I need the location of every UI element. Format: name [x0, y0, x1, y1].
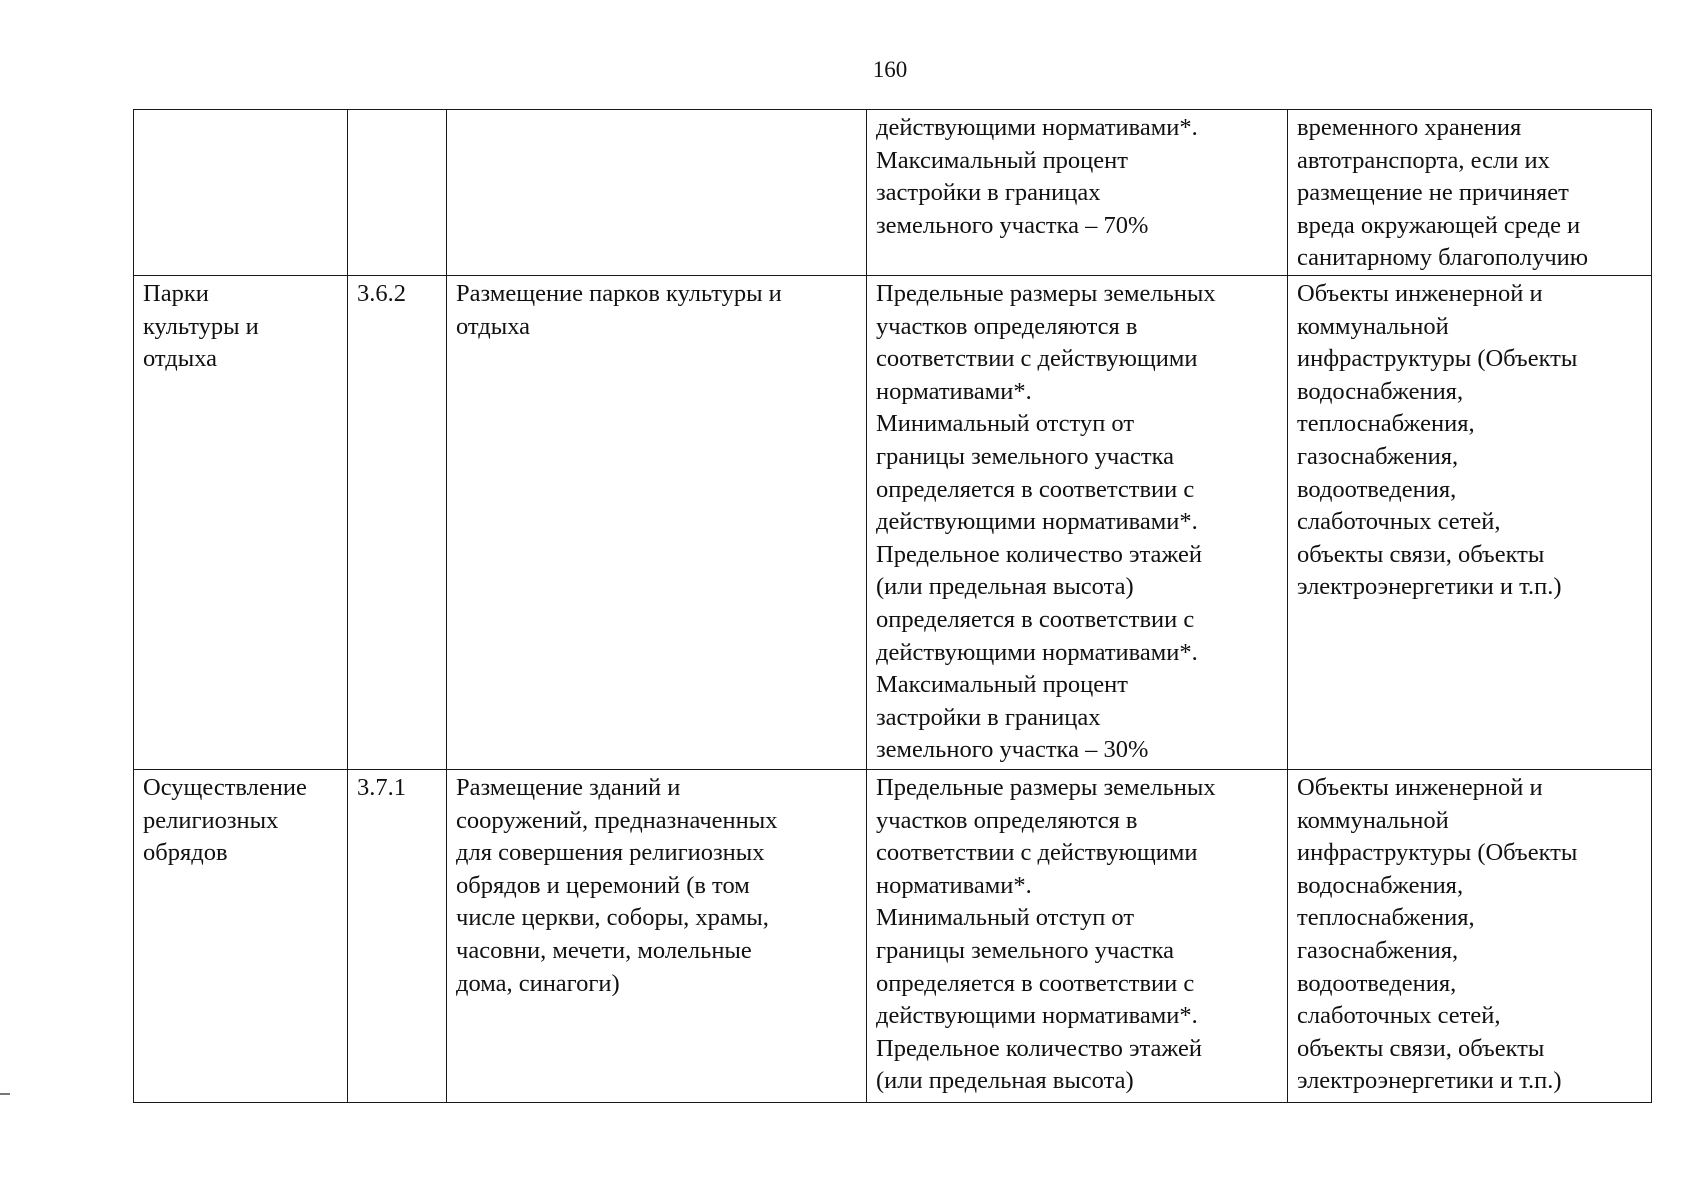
cell-text-line: культуры и: [143, 312, 259, 340]
cell-text-line: соответствии с действующими: [876, 839, 1198, 867]
cell-text-line: участков определяются в: [876, 806, 1138, 834]
cell-text-line: соответствии с действующими: [876, 345, 1198, 373]
cell-text-line: водоотведения,: [1297, 969, 1457, 997]
cell-text-line: водоотведения,: [1297, 475, 1457, 503]
table-row: [134, 110, 1652, 276]
cell-text-line: отдыха: [143, 345, 218, 373]
cell-text-line: инфраструктуры (Объекты: [1297, 839, 1578, 867]
cell-text-line: автотранспорта, если их: [1297, 146, 1550, 174]
cell-text-line: Минимальный отступ от: [876, 410, 1135, 438]
cell-text-line: застройки в границах: [876, 703, 1101, 731]
cell-text-line: объекты связи, объекты: [1297, 1034, 1545, 1062]
cell-text-line: электроэнергетики и т.п.): [1297, 573, 1562, 601]
cell-text-line: определяется в соответствии с: [876, 605, 1195, 633]
cell-text-line: инфраструктуры (Объекты: [1297, 345, 1578, 373]
cell-text-line: определяется в соответствии с: [876, 475, 1195, 503]
page-number: 160: [872, 57, 908, 82]
cell-text-line: Предельные размеры земельных: [876, 279, 1216, 307]
cell-text-line: коммунальной: [1297, 312, 1449, 340]
cell-text-line: Размещение парков культуры и: [456, 279, 782, 307]
cell-text-line: определяется в соответствии с: [876, 969, 1195, 997]
cell-text-line: Минимальный отступ от: [876, 904, 1135, 932]
cell-text-line: Осуществление: [143, 773, 307, 801]
cell-text-line: Предельное количество этажей: [876, 1034, 1202, 1062]
cell-text-line: числе церкви, соборы, храмы,: [456, 904, 769, 932]
cell-text-line: Объекты инженерной и: [1297, 773, 1543, 801]
cell-text-line: объекты связи, объекты: [1297, 540, 1545, 568]
cell-text-line: земельного участка – 70%: [876, 211, 1149, 239]
cell-text-line: Максимальный процент: [876, 671, 1128, 699]
cell-text-line: застройки в границах: [876, 179, 1101, 207]
cell-text-line: размещение не причиняет: [1297, 179, 1569, 207]
cell-text-line: дома, синагоги): [456, 969, 620, 997]
cell-parameters: [867, 275, 1288, 769]
cell-text-line: действующими нормативами*.: [876, 508, 1198, 536]
cell-auxiliary-uses: [1288, 275, 1652, 769]
scan-margin-mark: [0, 1093, 10, 1095]
cell-use-description: [447, 110, 867, 276]
cell-text-line: Парки: [143, 279, 209, 307]
cell-use-code: [348, 275, 447, 769]
cell-text-line: (или предельная высота): [876, 1067, 1134, 1095]
cell-text-line: вреда окружающей среде и: [1297, 211, 1581, 239]
cell-text-line: Размещение зданий и: [456, 773, 681, 801]
cell-use-description: [447, 769, 867, 1102]
cell-text-line: для совершения религиозных: [456, 839, 765, 867]
cell-text-line: отдыха: [456, 312, 531, 340]
cell-text-line: границы земельного участка: [876, 936, 1175, 964]
cell-text-line: Предельное количество этажей: [876, 540, 1202, 568]
cell-text-line: временного хранения: [1297, 114, 1522, 141]
cell-use-code: [348, 110, 447, 276]
cell-text-line: действующими нормативами*.: [876, 114, 1198, 141]
cell-text-line: теплоснабжения,: [1297, 904, 1475, 932]
cell-text-line: слаботочных сетей,: [1297, 508, 1501, 536]
table-row: [134, 275, 1652, 769]
cell-text-line: границы земельного участка: [876, 442, 1175, 470]
cell-text-line: (или предельная высота): [876, 573, 1134, 601]
cell-text-line: часовни, мечети, молельные: [456, 936, 752, 964]
cell-text-line: слаботочных сетей,: [1297, 1002, 1501, 1030]
cell-text-line: нормативами*.: [876, 871, 1032, 899]
cell-text-line: участков определяются в: [876, 312, 1138, 340]
table-row: [134, 769, 1652, 1102]
cell-text-line: водоснабжения,: [1297, 871, 1464, 899]
cell-use-code: [348, 769, 447, 1102]
cell-text-line: действующими нормативами*.: [876, 1002, 1198, 1030]
cell-parameters: [867, 110, 1288, 276]
cell-text-line: теплоснабжения,: [1297, 410, 1475, 438]
cell-use-name: [134, 110, 348, 276]
cell-text-line: Максимальный процент: [876, 146, 1128, 174]
cell-auxiliary-uses: [1288, 110, 1652, 276]
cell-text-line: газоснабжения,: [1297, 442, 1459, 470]
use-code: 3.6.2: [357, 279, 406, 307]
cell-text-line: Объекты инженерной и: [1297, 279, 1543, 307]
land-use-regulations-table: [133, 109, 1652, 1103]
cell-text-line: санитарному благополучию: [1297, 244, 1589, 272]
cell-use-name: [134, 275, 348, 769]
cell-text-line: нормативами*.: [876, 377, 1032, 405]
cell-text-line: обрядов: [143, 839, 228, 867]
cell-text-line: водоснабжения,: [1297, 377, 1464, 405]
cell-auxiliary-uses: [1288, 769, 1652, 1102]
cell-text-line: сооружений, предназначенных: [456, 806, 778, 834]
cell-text-line: Предельные размеры земельных: [876, 773, 1216, 801]
cell-parameters: [867, 769, 1288, 1102]
use-code: 3.7.1: [357, 773, 406, 801]
cell-text-line: земельного участка – 30%: [876, 736, 1149, 764]
cell-text-line: религиозных: [143, 806, 279, 834]
cell-text-line: коммунальной: [1297, 806, 1449, 834]
cell-use-name: [134, 769, 348, 1102]
cell-text-line: газоснабжения,: [1297, 936, 1459, 964]
cell-use-description: [447, 275, 867, 769]
cell-text-line: обрядов и церемоний (в том: [456, 871, 750, 899]
cell-text-line: электроэнергетики и т.п.): [1297, 1067, 1562, 1095]
cell-text-line: действующими нормативами*.: [876, 638, 1198, 666]
